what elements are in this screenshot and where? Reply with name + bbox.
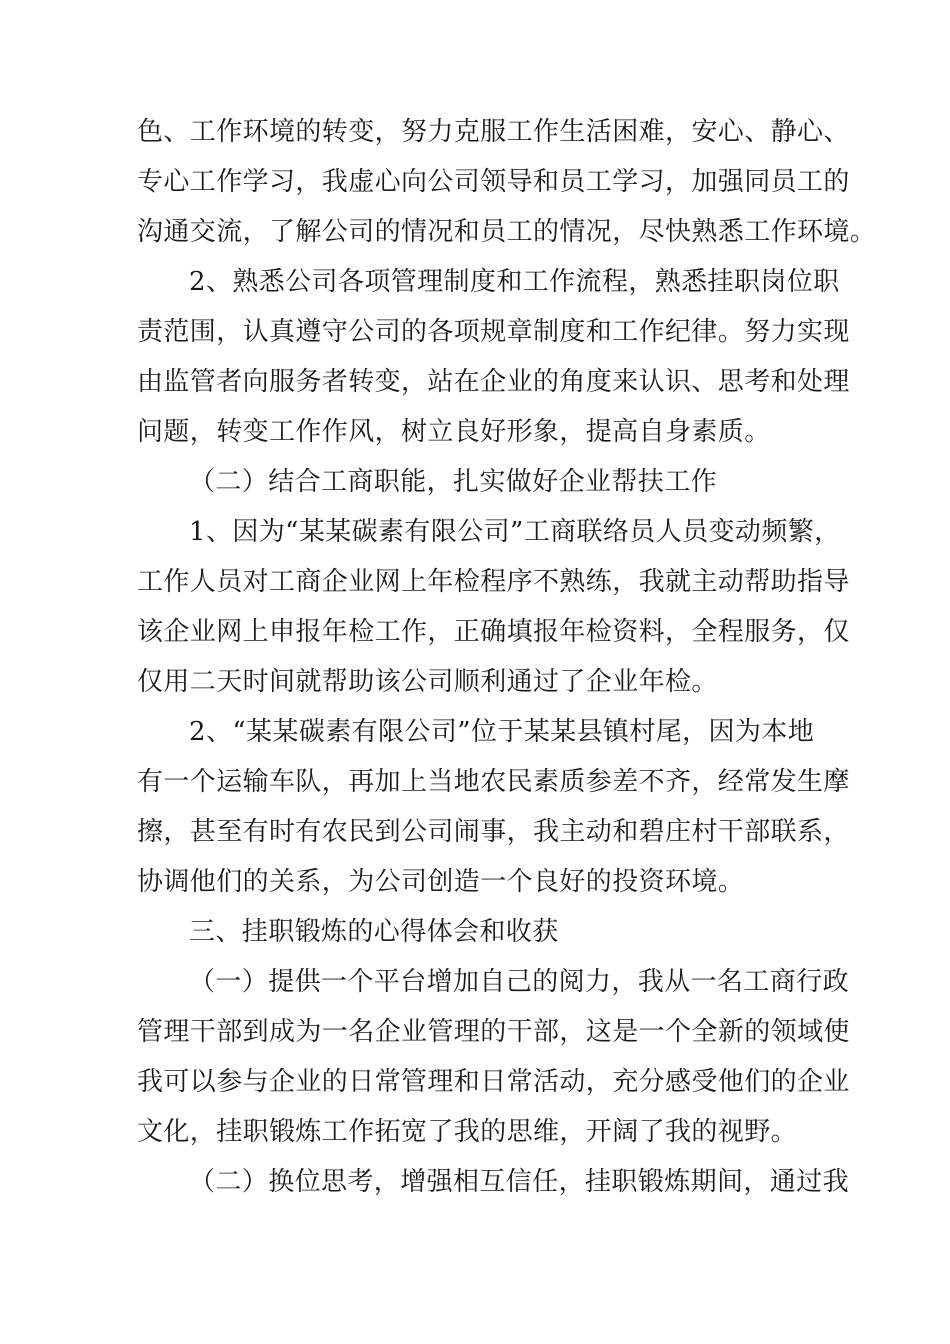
paragraph-line: （一）提供一个平台增加自己的阅力，我从一名工商行政 xyxy=(189,967,850,997)
paragraph-line: 1、因为“某某碳素有限公司”工商联络员人员变动频繁， xyxy=(189,517,841,547)
paragraph-line: 工作人员对工商企业网上年检程序不熟练，我就主动帮助指导 xyxy=(137,567,850,597)
paragraph-line: 沟通交流，了解公司的情况和员工的情况，尽快熟悉工作环境。 xyxy=(137,217,877,247)
section-heading: 三、挂职锻炼的心得体会和收获 xyxy=(189,917,559,947)
paragraph-line: 专心工作学习，我虚心向公司领导和员工学习，加强同员工的 xyxy=(137,167,850,197)
paragraph-line: 有一个运输车队，再加上当地农民素质参差不齐，经常发生摩 xyxy=(137,767,850,797)
paragraph-line: 问题，转变工作作风，树立良好形象，提高自身素质。 xyxy=(137,417,771,447)
paragraph-line: （二）换位思考，增强相互信任，挂职锻炼期间，通过我 xyxy=(189,1167,850,1197)
paragraph-line: 2、“某某碳素有限公司”位于某某县镇村尾，因为本地 xyxy=(189,717,815,747)
paragraph-line: 仅用二天时间就帮助该公司顺利通过了企业年检。 xyxy=(137,667,718,697)
paragraph-line: 该企业网上申报年检工作，正确填报年检资料，全程服务，仅 xyxy=(137,617,850,647)
paragraph-line: 责范围，认真遵守公司的各项规章制度和工作纪律。努力实现 xyxy=(137,317,850,347)
section-heading: （二）结合工商职能，扎实做好企业帮扶工作 xyxy=(189,467,718,497)
paragraph-line: 协调他们的关系，为公司创造一个良好的投资环境。 xyxy=(137,867,745,897)
paragraph-line: 文化，挂职锻炼工作拓宽了我的思维，开阔了我的视野。 xyxy=(137,1117,798,1147)
paragraph-line: 由监管者向服务者转变，站在企业的角度来认识、思考和处理 xyxy=(137,367,850,397)
paragraph-line: 擦，甚至有时有农民到公司闹事，我主动和碧庄村干部联系， xyxy=(137,817,850,847)
paragraph-line: 2、熟悉公司各项管理制度和工作流程，熟悉挂职岗位职 xyxy=(189,267,840,297)
paragraph-line: 我可以参与企业的日常管理和日常活动，充分感受他们的企业 xyxy=(137,1067,850,1097)
paragraph-line: 管理干部到成为一名企业管理的干部，这是一个全新的领域使 xyxy=(137,1017,850,1047)
paragraph-line: 色、工作环境的转变，努力克服工作生活困难，安心、静心、 xyxy=(137,117,850,147)
